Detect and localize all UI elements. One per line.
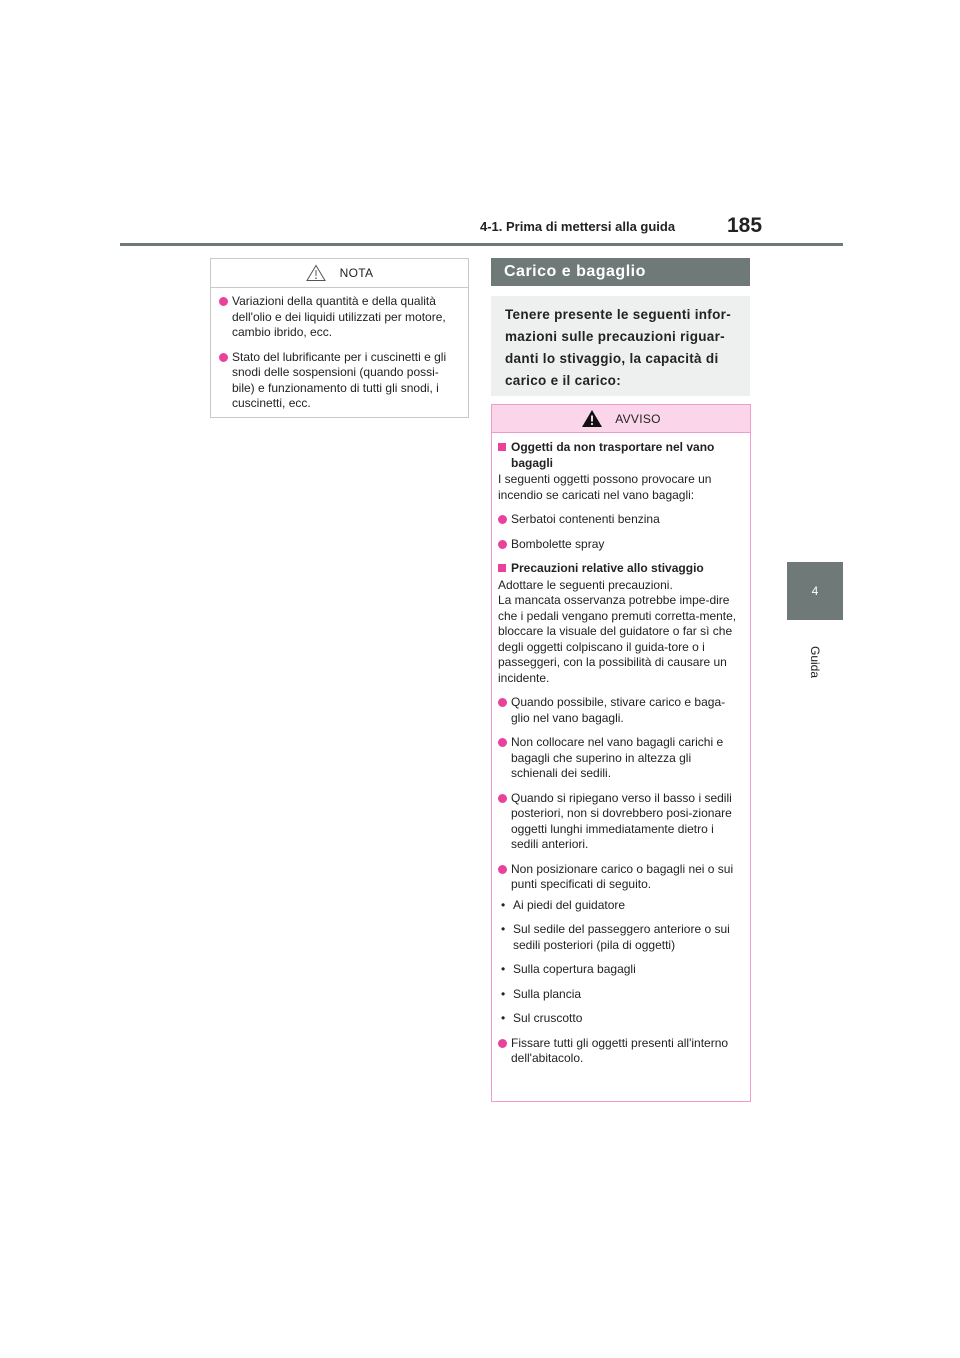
nota-title: NOTA xyxy=(339,266,374,280)
bullet-dot-icon xyxy=(498,865,507,874)
dash-bullet-icon: • xyxy=(501,986,506,1001)
running-header-title: 4-1. Prima di mettersi alla guida xyxy=(480,219,676,234)
list-item xyxy=(498,695,740,726)
list-item-text: Quando possibile, stivare carico e baga-glio nel vano bagagli. xyxy=(511,695,726,725)
dash-list-item-text: Ai piedi del guidatore xyxy=(513,897,626,912)
dash-bullet-icon: • xyxy=(501,962,506,976)
square-bullet-icon xyxy=(498,564,506,572)
chapter-label-text: Guida xyxy=(808,645,822,679)
dash-list-item-text: Sul cruscotto xyxy=(513,1011,583,1025)
list-item xyxy=(498,537,740,553)
subsection-title: Oggetti da non trasportare nel vano bagagli xyxy=(511,440,715,470)
bullet-dot-icon xyxy=(498,698,507,707)
avviso-header xyxy=(492,405,750,433)
subsection-heading xyxy=(498,561,740,577)
dash-bullet-icon: • xyxy=(501,897,506,912)
list-item-text: Non posizionare carico o bagagli nei o sui punti specificati di seguito. xyxy=(511,861,734,891)
page-number: 185 xyxy=(727,214,763,237)
square-bullet-icon xyxy=(498,443,506,451)
subsection-heading xyxy=(498,440,740,471)
section-title: Carico e bagaglio xyxy=(491,258,750,286)
nota-item xyxy=(219,294,458,341)
list-item-text: Fissare tutti gli oggetti presenti all'interno dell'abitacolo. xyxy=(511,1035,729,1065)
avviso-box xyxy=(491,404,751,1102)
list-item-text: Serbatoi contenenti benzina xyxy=(511,512,660,526)
list-item-text: Non collocare nel vano bagagli carichi e bagagli che superino in altezza gli schienali dei sedili. xyxy=(511,735,724,780)
dash-list-item xyxy=(498,898,740,914)
dash-bullet-icon: • xyxy=(501,922,506,936)
list-item xyxy=(498,862,740,893)
nota-body xyxy=(211,288,468,412)
subsection-title: Precauzioni relative allo stivaggio xyxy=(511,561,704,575)
nota-item xyxy=(219,350,458,412)
dash-list-item-text: Sulla plancia xyxy=(513,986,582,1001)
warning-icon xyxy=(581,409,603,428)
list-item-text: Bombolette spray xyxy=(511,536,605,551)
dash-bullet-icon: • xyxy=(501,1011,506,1025)
nota-header xyxy=(211,259,468,288)
dash-list-item-text: Sulla copertura bagagli xyxy=(513,962,636,976)
paragraph: La mancata osservanza potrebbe impe-dire che i pedali vengano premuti corretta-mente, bloccare la visuale del guidatore o far sì che degli oggetti colpiscano il guida-tore o i passeggeri, con la possibilità di causare un incidente. xyxy=(498,593,737,685)
paragraph: Adottare le seguenti precauzioni. xyxy=(498,577,673,592)
nota-item-text: Variazioni della quantità e della qualità dell'olio e dei liquidi utilizzati per motore, cambio ibrido, ecc. xyxy=(232,294,446,339)
list-item xyxy=(498,1036,740,1067)
section-intro: Tenere presente le seguenti infor-mazioni sulle precauzioni riguar-danti lo stivaggio, la capacità di carico e il carico: xyxy=(491,296,750,396)
bullet-dot-icon xyxy=(498,738,507,747)
dash-list-item xyxy=(498,1011,740,1027)
caution-outline-icon xyxy=(306,264,326,282)
dash-list-item xyxy=(498,922,740,953)
list-item-text: Quando si ripiegano verso il basso i sedili posteriori, non si dovrebbero posi-zionare oggetti lunghi immediatamente dietro i sedili anteriori. xyxy=(511,790,732,851)
bullet-dot-icon xyxy=(219,297,228,306)
bullet-dot-icon xyxy=(498,515,507,524)
bullet-dot-icon xyxy=(219,353,228,362)
list-item xyxy=(498,791,740,853)
nota-item-text: Stato del lubrificante per i cuscinetti e gli snodi delle sospensioni (quando possi-bile) e funzionamento di tutti gli snodi, i cuscinetti, ecc. xyxy=(232,349,447,410)
bullet-dot-icon xyxy=(498,1039,507,1048)
bullet-dot-icon xyxy=(498,794,507,803)
header-rule xyxy=(120,243,843,246)
chapter-label xyxy=(786,632,844,692)
list-item xyxy=(498,735,740,782)
paragraph: I seguenti oggetti possono provocare un incendio se caricati nel vano bagagli: xyxy=(498,472,712,502)
dash-list-item xyxy=(498,962,740,978)
nota-box xyxy=(210,258,469,418)
list-item xyxy=(498,512,740,528)
chapter-tab[interactable]: 4 xyxy=(787,562,843,620)
avviso-title: AVVISO xyxy=(615,411,661,426)
avviso-body xyxy=(492,433,750,1067)
dash-list-item-text: Sul sedile del passeggero anteriore o sui sedili posteriori (pila di oggetti) xyxy=(513,922,730,952)
bullet-dot-icon xyxy=(498,540,507,549)
dash-list-item xyxy=(498,987,740,1003)
